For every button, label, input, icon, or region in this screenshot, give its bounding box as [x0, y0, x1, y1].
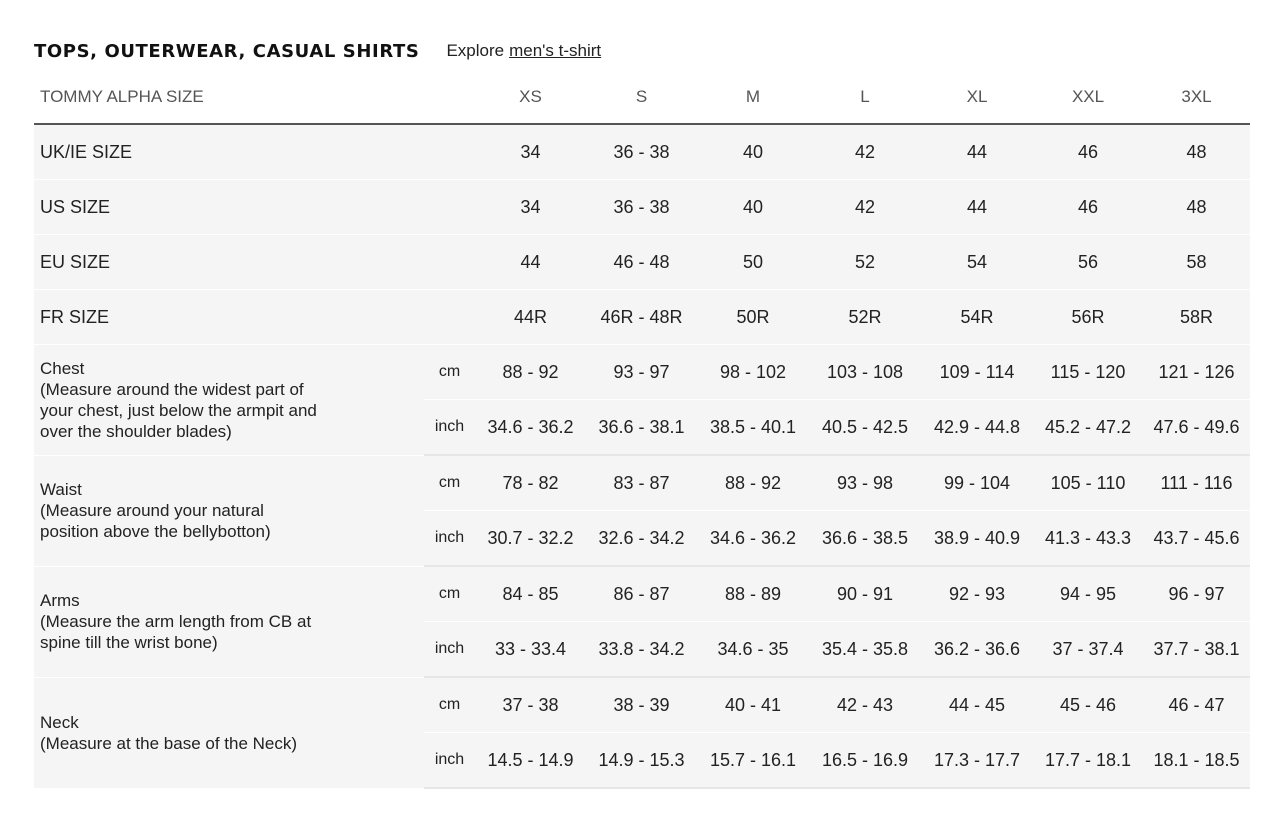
unit-label-cm: cm [424, 566, 475, 622]
measurement-cell: 90 - 91 [809, 566, 921, 622]
size-cell: 54 [921, 235, 1033, 290]
measurement-label [34, 455, 424, 566]
size-cell: 48 [1143, 180, 1250, 235]
size-cell: 36 - 38 [586, 180, 697, 235]
measurement-cell: 45.2 - 47.2 [1033, 400, 1143, 456]
measurement-description: (Measure around the widest part of your chest, just below the armpit and over the shoulder blades) [40, 379, 317, 441]
size-cell: 42 [809, 124, 921, 180]
size-cell: 44 [921, 180, 1033, 235]
measurement-row-cm [34, 566, 1250, 622]
measurement-cell: 94 - 95 [1033, 566, 1143, 622]
size-cell: 42 [809, 180, 921, 235]
size-cell: 52 [809, 235, 921, 290]
measurement-cell: 43.7 - 45.6 [1143, 511, 1250, 567]
unit-label-inch: inch [424, 733, 475, 789]
measurement-cell: 33 - 33.4 [475, 622, 586, 678]
measurement-cell: 115 - 120 [1033, 345, 1143, 400]
size-row-label: UK/IE SIZE [34, 124, 475, 180]
size-cell: 54R [921, 290, 1033, 345]
size-cell: 46R - 48R [586, 290, 697, 345]
measurement-cell: 34.6 - 36.2 [475, 400, 586, 456]
size-cell: 52R [809, 290, 921, 345]
size-row [34, 235, 1250, 290]
unit-label-cm: cm [424, 677, 475, 733]
column-header: 3XL [1143, 70, 1250, 124]
column-header: XL [921, 70, 1033, 124]
measurement-label [34, 345, 424, 456]
measurement-cell: 17.3 - 17.7 [921, 733, 1033, 789]
size-cell: 46 [1033, 180, 1143, 235]
size-cell: 56R [1033, 290, 1143, 345]
measurement-cell: 41.3 - 43.3 [1033, 511, 1143, 567]
measurement-cell: 103 - 108 [809, 345, 921, 400]
measurement-cell: 30.7 - 32.2 [475, 511, 586, 567]
measurement-cell: 121 - 126 [1143, 345, 1250, 400]
measurement-cell: 38 - 39 [586, 677, 697, 733]
measurement-cell: 18.1 - 18.5 [1143, 733, 1250, 789]
column-header: M [697, 70, 809, 124]
size-cell: 50R [697, 290, 809, 345]
measurement-cell: 46 - 47 [1143, 677, 1250, 733]
size-chart-table [34, 70, 1250, 789]
measurement-name: Arms [40, 591, 80, 610]
size-cell: 46 [1033, 124, 1143, 180]
size-cell: 56 [1033, 235, 1143, 290]
measurement-cell: 38.5 - 40.1 [697, 400, 809, 456]
measurement-cell: 35.4 - 35.8 [809, 622, 921, 678]
measurement-cell: 105 - 110 [1033, 455, 1143, 511]
measurement-cell: 78 - 82 [475, 455, 586, 511]
measurement-cell: 38.9 - 40.9 [921, 511, 1033, 567]
section-title: TOPS, OUTERWEAR, CASUAL SHIRTS [34, 40, 420, 62]
size-row-label: EU SIZE [34, 235, 475, 290]
measurement-row-cm [34, 345, 1250, 400]
size-row [34, 290, 1250, 345]
measurement-cell: 37 - 38 [475, 677, 586, 733]
unit-label-cm: cm [424, 455, 475, 511]
measurement-cell: 36.6 - 38.1 [586, 400, 697, 456]
size-cell: 46 - 48 [586, 235, 697, 290]
measurement-cell: 83 - 87 [586, 455, 697, 511]
measurement-cell: 36.6 - 38.5 [809, 511, 921, 567]
measurement-cell: 88 - 92 [475, 345, 586, 400]
unit-label-inch: inch [424, 511, 475, 567]
measurement-cell: 93 - 97 [586, 345, 697, 400]
measurement-cell: 34.6 - 35 [697, 622, 809, 678]
measurement-name: Chest [40, 358, 85, 378]
measurement-cell: 88 - 89 [697, 566, 809, 622]
size-cell: 58 [1143, 235, 1250, 290]
measurement-cell: 14.9 - 15.3 [586, 733, 697, 789]
measurement-cell: 111 - 116 [1143, 455, 1250, 511]
measurement-label [34, 566, 424, 677]
corner-label: TOMMY ALPHA SIZE [34, 70, 475, 124]
measurement-description: (Measure at the base of the Neck) [40, 733, 298, 753]
measurement-cell: 17.7 - 18.1 [1033, 733, 1143, 789]
measurement-description: (Measure the arm length from CB at spine till the wrist bone) [40, 612, 312, 652]
measurement-cell: 98 - 102 [697, 345, 809, 400]
unit-label-inch: inch [424, 622, 475, 678]
size-cell: 44R [475, 290, 586, 345]
measurement-row-cm [34, 677, 1250, 733]
size-cell: 34 [475, 124, 586, 180]
measurement-cell: 36.2 - 36.6 [921, 622, 1033, 678]
measurement-cell: 99 - 104 [921, 455, 1033, 511]
column-header: S [586, 70, 697, 124]
measurement-cell: 33.8 - 34.2 [586, 622, 697, 678]
measurement-cell: 15.7 - 16.1 [697, 733, 809, 789]
size-cell: 50 [697, 235, 809, 290]
size-cell: 48 [1143, 124, 1250, 180]
size-row-label: FR SIZE [34, 290, 475, 345]
measurement-cell: 14.5 - 14.9 [475, 733, 586, 789]
size-cell: 36 - 38 [586, 124, 697, 180]
measurement-cell: 32.6 - 34.2 [586, 511, 697, 567]
size-cell: 44 [475, 235, 586, 290]
measurement-name: Neck [40, 712, 79, 732]
size-cell: 58R [1143, 290, 1250, 345]
measurement-cell: 37.7 - 38.1 [1143, 622, 1250, 678]
size-cell: 40 [697, 124, 809, 180]
unit-label-cm: cm [424, 345, 475, 400]
measurement-cell: 16.5 - 16.9 [809, 733, 921, 789]
measurement-label [34, 677, 424, 788]
measurement-cell: 86 - 87 [586, 566, 697, 622]
size-row-label: US SIZE [34, 180, 475, 235]
measurement-description: (Measure around your natural position above the bellybotton) [40, 501, 271, 541]
size-cell: 44 [921, 124, 1033, 180]
size-header-row [34, 70, 1250, 124]
measurement-cell: 40 - 41 [697, 677, 809, 733]
explore-prefix: Explore [446, 41, 505, 60]
size-guide-header [34, 36, 601, 66]
measurement-cell: 109 - 114 [921, 345, 1033, 400]
measurement-cell: 44 - 45 [921, 677, 1033, 733]
measurement-cell: 47.6 - 49.6 [1143, 400, 1250, 456]
measurement-cell: 42 - 43 [809, 677, 921, 733]
measurement-cell: 93 - 98 [809, 455, 921, 511]
measurement-cell: 37 - 37.4 [1033, 622, 1143, 678]
measurement-cell: 40.5 - 42.5 [809, 400, 921, 456]
explore-tshirt-link[interactable]: men's t-shirt [509, 41, 602, 60]
measurement-cell: 96 - 97 [1143, 566, 1250, 622]
column-header: XS [475, 70, 586, 124]
unit-label-inch: inch [424, 400, 475, 456]
measurement-cell: 34.6 - 36.2 [697, 511, 809, 567]
size-row [34, 124, 1250, 180]
size-cell: 40 [697, 180, 809, 235]
column-header: XXL [1033, 70, 1143, 124]
measurement-cell: 92 - 93 [921, 566, 1033, 622]
measurement-cell: 88 - 92 [697, 455, 809, 511]
measurement-row-cm [34, 455, 1250, 511]
size-cell: 34 [475, 180, 586, 235]
explore-text [446, 41, 601, 61]
measurement-cell: 84 - 85 [475, 566, 586, 622]
measurement-cell: 45 - 46 [1033, 677, 1143, 733]
size-row [34, 180, 1250, 235]
measurement-name: Waist [40, 480, 82, 499]
measurement-cell: 42.9 - 44.8 [921, 400, 1033, 456]
column-header: L [809, 70, 921, 124]
